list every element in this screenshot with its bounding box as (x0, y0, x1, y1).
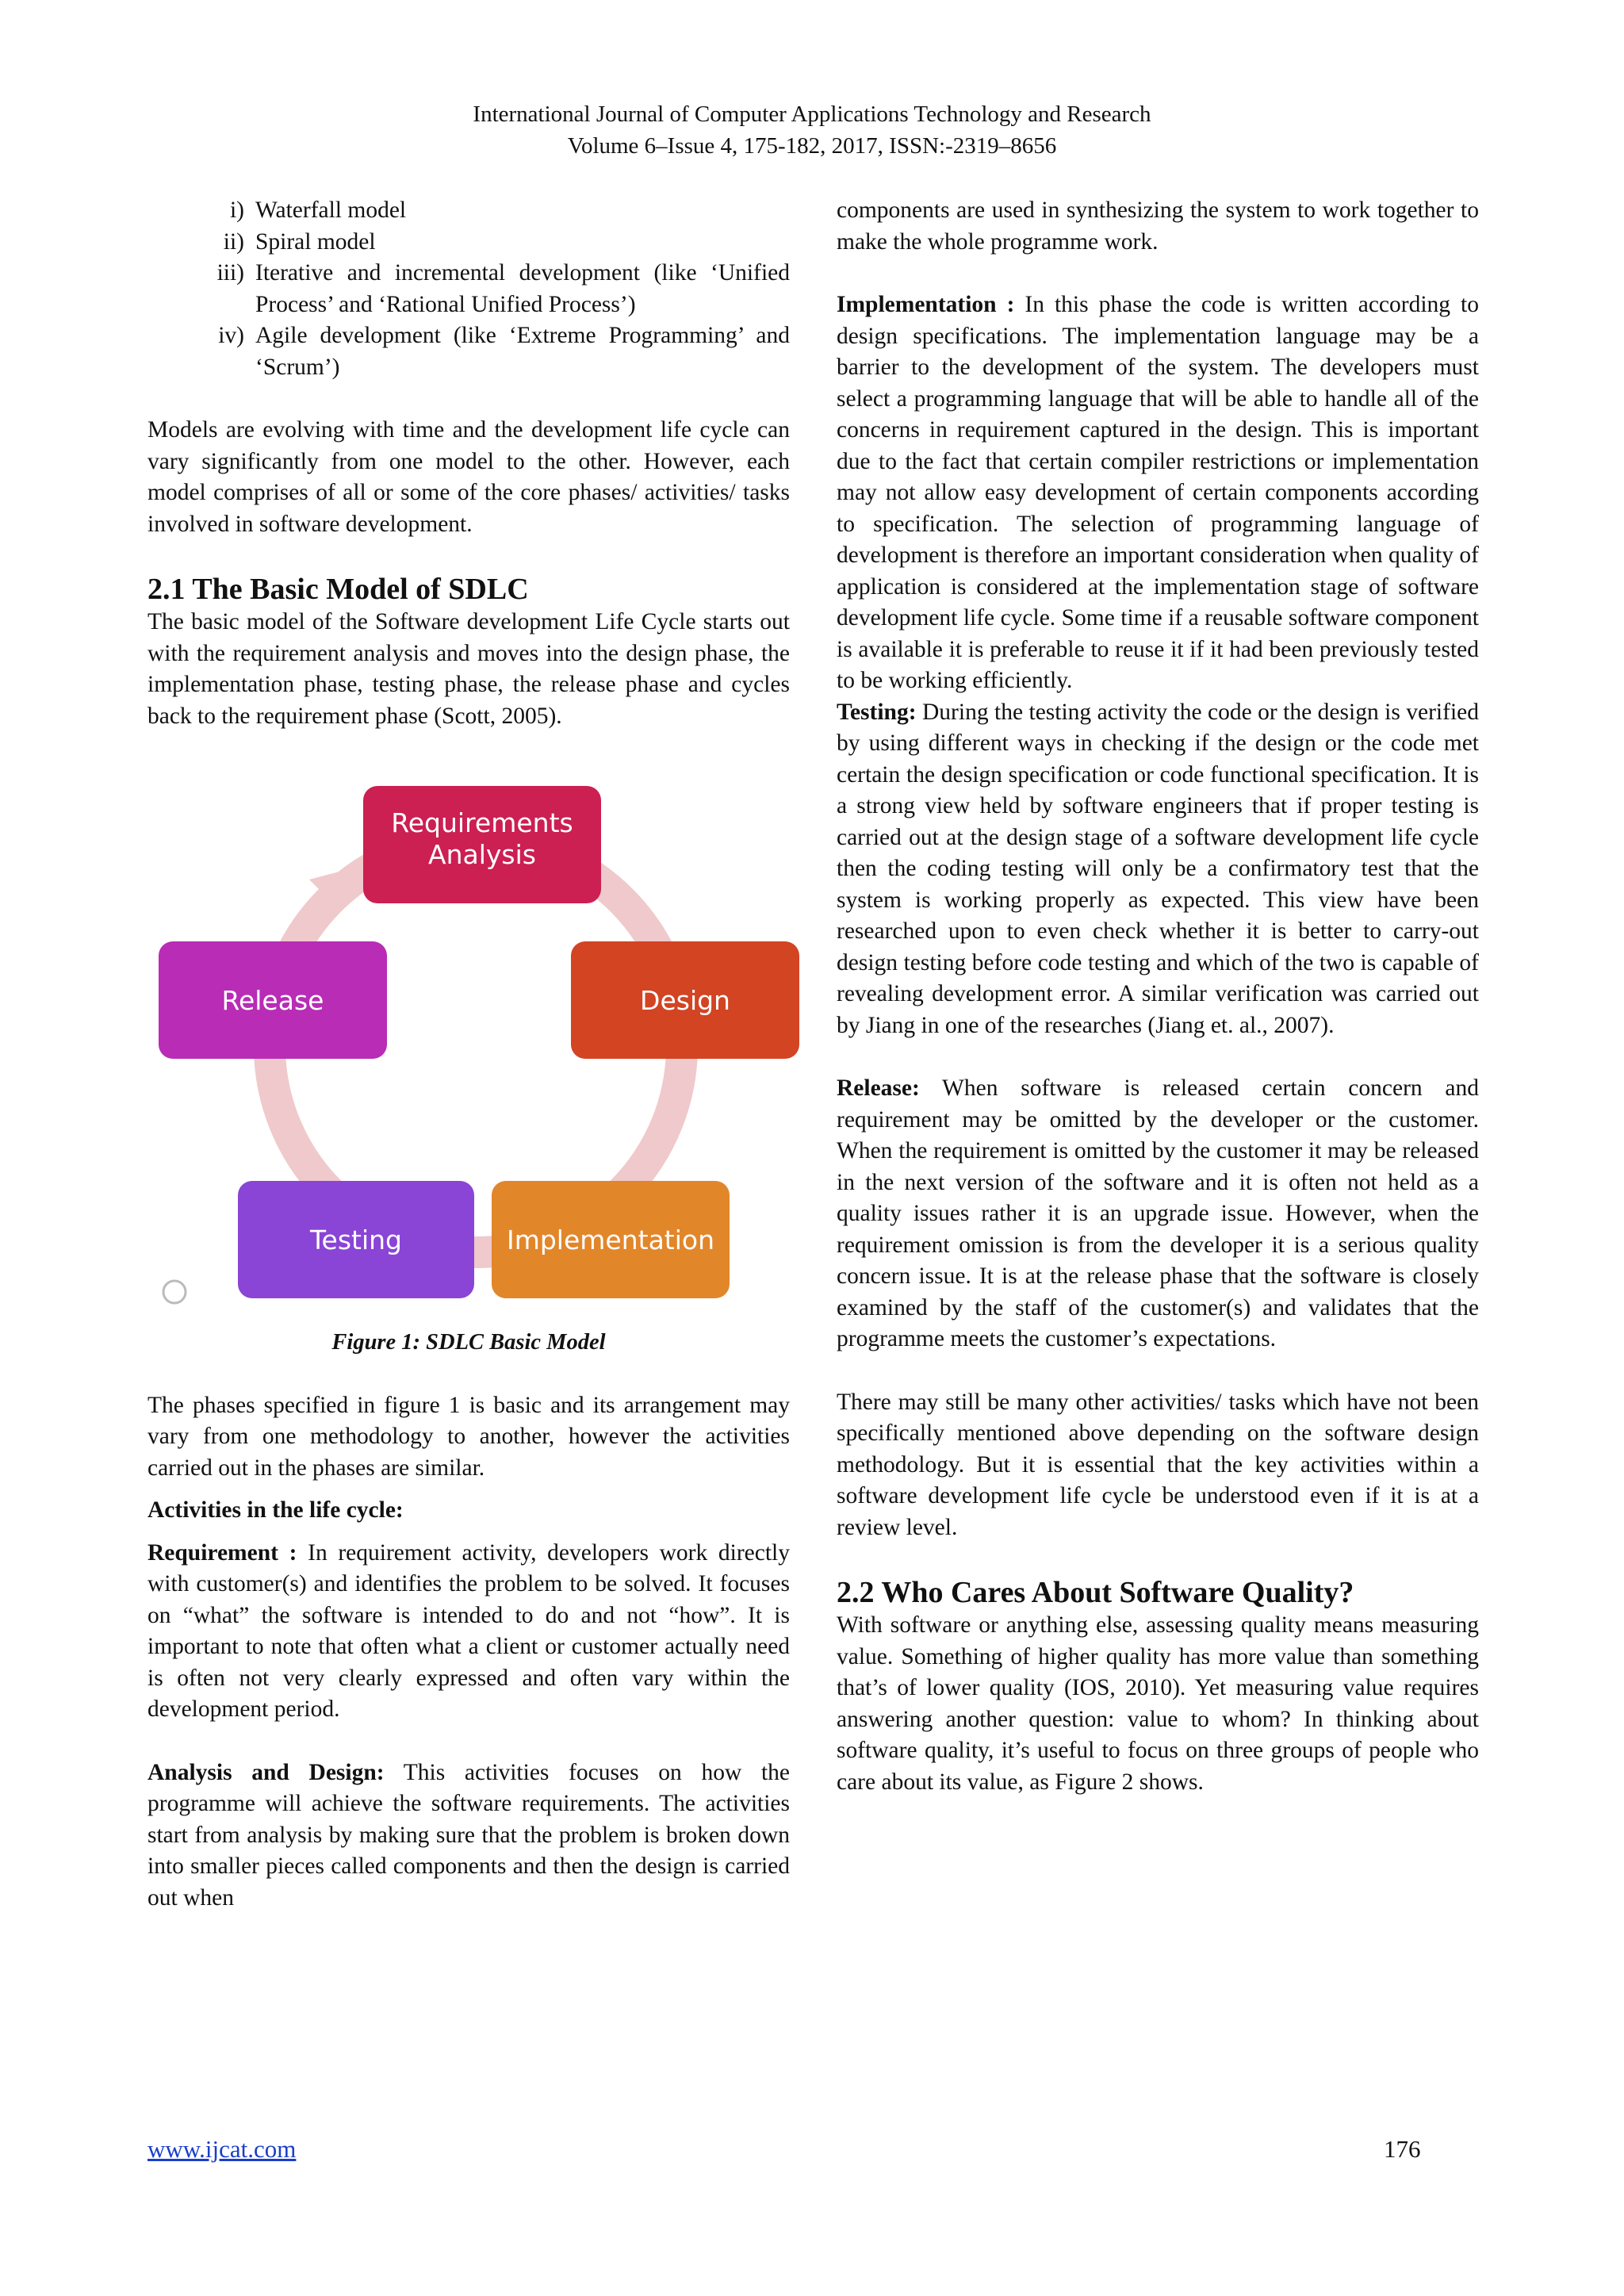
section-heading-2-1: 2.1 The Basic Model of SDLC (147, 573, 529, 606)
box-testing (238, 1181, 474, 1298)
box-implementation-label: Implementation (506, 1225, 715, 1255)
model-list-item (195, 258, 790, 320)
section-heading-2-2: 2.2 Who Cares About Software Quality? (837, 1576, 1354, 1609)
model-list-text: Spiral model (255, 228, 376, 255)
left-column (147, 195, 790, 1914)
box-release-label: Release (221, 985, 324, 1016)
implementation-paragraph (837, 289, 1479, 697)
model-list-item (195, 195, 790, 227)
volume-info: Volume 6–Issue 4, 175-182, 2017, ISSN:-2319–8656 (567, 133, 1057, 159)
activities-heading: Activities in the life cycle: (147, 1497, 404, 1523)
model-list-number: ii) (223, 228, 244, 255)
requirement-paragraph (147, 1538, 790, 1726)
journal-website-link[interactable]: www.ijcat.com (147, 2135, 297, 2163)
running-header (0, 98, 1624, 162)
testing-label: Testing: (837, 699, 917, 725)
implementation-label: Implementation : (837, 292, 1015, 317)
model-list (147, 195, 790, 383)
model-list-text: Iterative and incremental development (like ‘Unified Process’ and ‘Rational Unified Process’) (255, 260, 790, 317)
sdlc-figure (151, 769, 801, 1316)
release-text: When software is released certain concern and requirement may be omitted by the developer or the customer. When the requirement is omitted by the customer it may be released in the next version of the software and it is often not held as a quality issues rather it is an upgrade issue. However, when the requirement omission is from the developer it is a serious quality concern issue. It is at the release phase that the software is closely examined by the staff of the customer(s) and validates that the programme meets the customer’s expectations. (837, 1075, 1479, 1351)
requirement-label: Requirement : (147, 1539, 297, 1566)
journal-title: International Journal of Computer Applications Technology and Research (473, 102, 1151, 127)
model-list-number: i) (229, 197, 244, 223)
testing-text: During the testing activity the code or the design is verified by using different ways in checking if the design or the code met certain the design specification or code functional specification. It is a strong view held by software engineers that if proper testing is carried out at the design stage of a software development life cycle then the coding testing will only be a confirmatory test that the system is working properly as expected. This view have been researched upon to even check whether it is better to carry-out design testing before code testing and which of the two is capable of revealing development error. A similar verification was carried out by Jiang in one of the researches (Jiang et. al., 2007). (837, 699, 1479, 1038)
testing-paragraph (837, 697, 1479, 1042)
analysis-paragraph (147, 1757, 790, 1915)
other-activities-paragraph: There may still be many other activities/ tasks which have not been specifically mentioned above depending on the software design methodology. But it is essential that the key activities within a software development life cycle be understood even if it is at a review level. (837, 1389, 1479, 1540)
sdlc-diagram (151, 769, 801, 1316)
continuation-paragraph: components are used in synthesizing the system to work together to make the whole programme work. (837, 197, 1479, 255)
box-release (159, 941, 387, 1059)
page-number: 176 (1384, 2135, 1421, 2163)
quality-paragraph: With software or anything else, assessing quality means measuring value. Something of higher quality has more value than something that’s of lower quality (IOS, 2010). Yet measuring value requires answering another question: value to whom? In thinking about software quality, it’s useful to focus on three groups of people who care about its value, as Figure 2 shows. (837, 1612, 1479, 1795)
release-paragraph (837, 1073, 1479, 1355)
box-design-label: Design (640, 985, 730, 1016)
right-column (837, 195, 1479, 1798)
model-list-number: iv) (218, 323, 244, 348)
box-implementation (492, 1181, 730, 1298)
figure-caption: Figure 1: SDLC Basic Model (331, 1330, 606, 1355)
requirement-text: In requirement activity, developers work directly with customer(s) and identifies the problem to be solved. It focuses on “what” the software is intended to do and not “how”. It is important to note that often what a client or customer actually need is often not very clearly expressed and often vary within the development period. (147, 1539, 790, 1722)
analysis-text: This activities focuses on how the programme will achieve the software requirements. The activities start from analysis by making sure that the problem is broken down into smaller pieces called components and then the design is carried out when (147, 1759, 791, 1911)
box-requirements-line1: Requirements (391, 807, 573, 838)
box-testing-label: Testing (309, 1225, 403, 1255)
implementation-text: In this phase the code is written according to design specifications. The implementation language may be a barrier to the development of the system. The developers must select a programming language that will be able to handle all of the concerns in requirement captured in the design. This is important due to the fact that certain compiler restrictions or implementation may not allow easy development of certain components according to specification. The selection of programming language of development is therefore an important consideration when quality of application is considered at the implementation stage of software development life cycle. Some time if a reusable software component is available it is preferable to reuse it if it had been previously tested to be working efficiently. (837, 292, 1479, 693)
model-list-number: iii) (216, 260, 244, 286)
models-paragraph: Models are evolving with time and the development life cycle can vary significantly from one model to the other. However, each model comprises of all or some of the core phases/ activities/ tasks involved in software development. (147, 417, 790, 537)
model-list-text: Waterfall model (255, 197, 407, 223)
sdlc-paragraph: The basic model of the Software development Life Cycle starts out with the requirement analysis and moves into the design phase, the implementation phase, testing phase, the release phase and cycles back to the requirement phase (Scott, 2005). (147, 609, 790, 729)
phases-paragraph: The phases specified in figure 1 is basic and its arrangement may vary from one methodology to another, however the activities carried out in the phases are similar. (147, 1392, 790, 1481)
box-design (571, 941, 799, 1059)
box-requirements-line2: Analysis (428, 839, 536, 870)
expand-icon (163, 1281, 186, 1303)
model-list-item (195, 227, 790, 259)
model-list-text: Agile development (like ‘Extreme Programming’ and ‘Scrum’) (255, 323, 790, 380)
model-list-item (195, 320, 790, 383)
release-label: Release: (837, 1075, 920, 1101)
analysis-label: Analysis and Design: (147, 1759, 385, 1785)
box-requirements (363, 786, 601, 903)
